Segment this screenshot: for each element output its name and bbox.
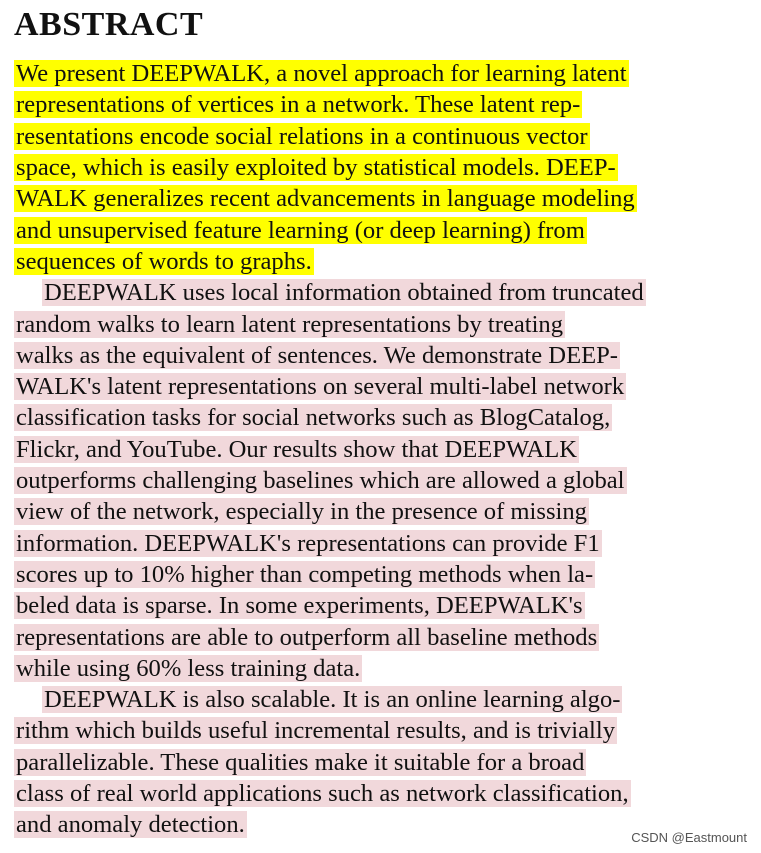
abstract-line: representations of vertices in a network. These latent rep- (16, 91, 581, 119)
abstract-line: rithm which builds useful incremental results, and is trivially (16, 717, 616, 745)
abstract-line: DEEPWALK uses local information obtained from truncated (44, 279, 644, 307)
abstract-line: random walks to learn latent representations by treating (16, 310, 564, 338)
abstract-line: representations are able to outperform all baseline methods (16, 623, 598, 651)
abstract-line: while using 60% less training data. (16, 654, 361, 682)
abstract-heading: ABSTRACT (14, 6, 204, 43)
abstract-line: class of real world applications such as network classification, (16, 780, 629, 808)
abstract-line: parallelizable. These qualities make it suitable for a broad (16, 748, 585, 776)
abstract-line: space, which is easily exploited by statistical models. DEEP- (16, 154, 616, 182)
abstract-line: WALK generalizes recent advancements in language modeling (16, 185, 635, 213)
abstract-line: and unsupervised feature learning (or deep learning) from (16, 216, 585, 244)
abstract-line: walks as the equivalent of sentences. We demonstrate DEEP- (16, 341, 618, 369)
abstract-line: Flickr, and YouTube. Our results show that DEEPWALK (16, 435, 578, 463)
abstract-line: We present DEEPWALK, a novel approach for learning latent (16, 60, 627, 88)
abstract-line: sequences of words to graphs. (16, 247, 312, 275)
abstract-line: scores up to 10% higher than competing methods when la- (16, 560, 594, 588)
abstract-line: classification tasks for social networks such as BlogCatalog, (16, 404, 611, 432)
abstract-line: and anomaly detection. (16, 811, 245, 839)
abstract-line: DEEPWALK is also scalable. It is an online learning algo- (44, 686, 621, 714)
watermark: CSDN @Eastmount (631, 830, 747, 845)
abstract-line: beled data is sparse. In some experiments, DEEPWALK's (16, 592, 583, 620)
abstract-line: WALK's latent representations on several multi-label network (16, 373, 625, 401)
abstract-line: view of the network, especially in the presence of missing (16, 498, 587, 526)
abstract-line: resentations encode social relations in a continuous vector (16, 122, 588, 150)
abstract-line: information. DEEPWALK's representations can provide F1 (16, 529, 600, 557)
abstract-line: outperforms challenging baselines which are allowed a global (16, 467, 625, 495)
